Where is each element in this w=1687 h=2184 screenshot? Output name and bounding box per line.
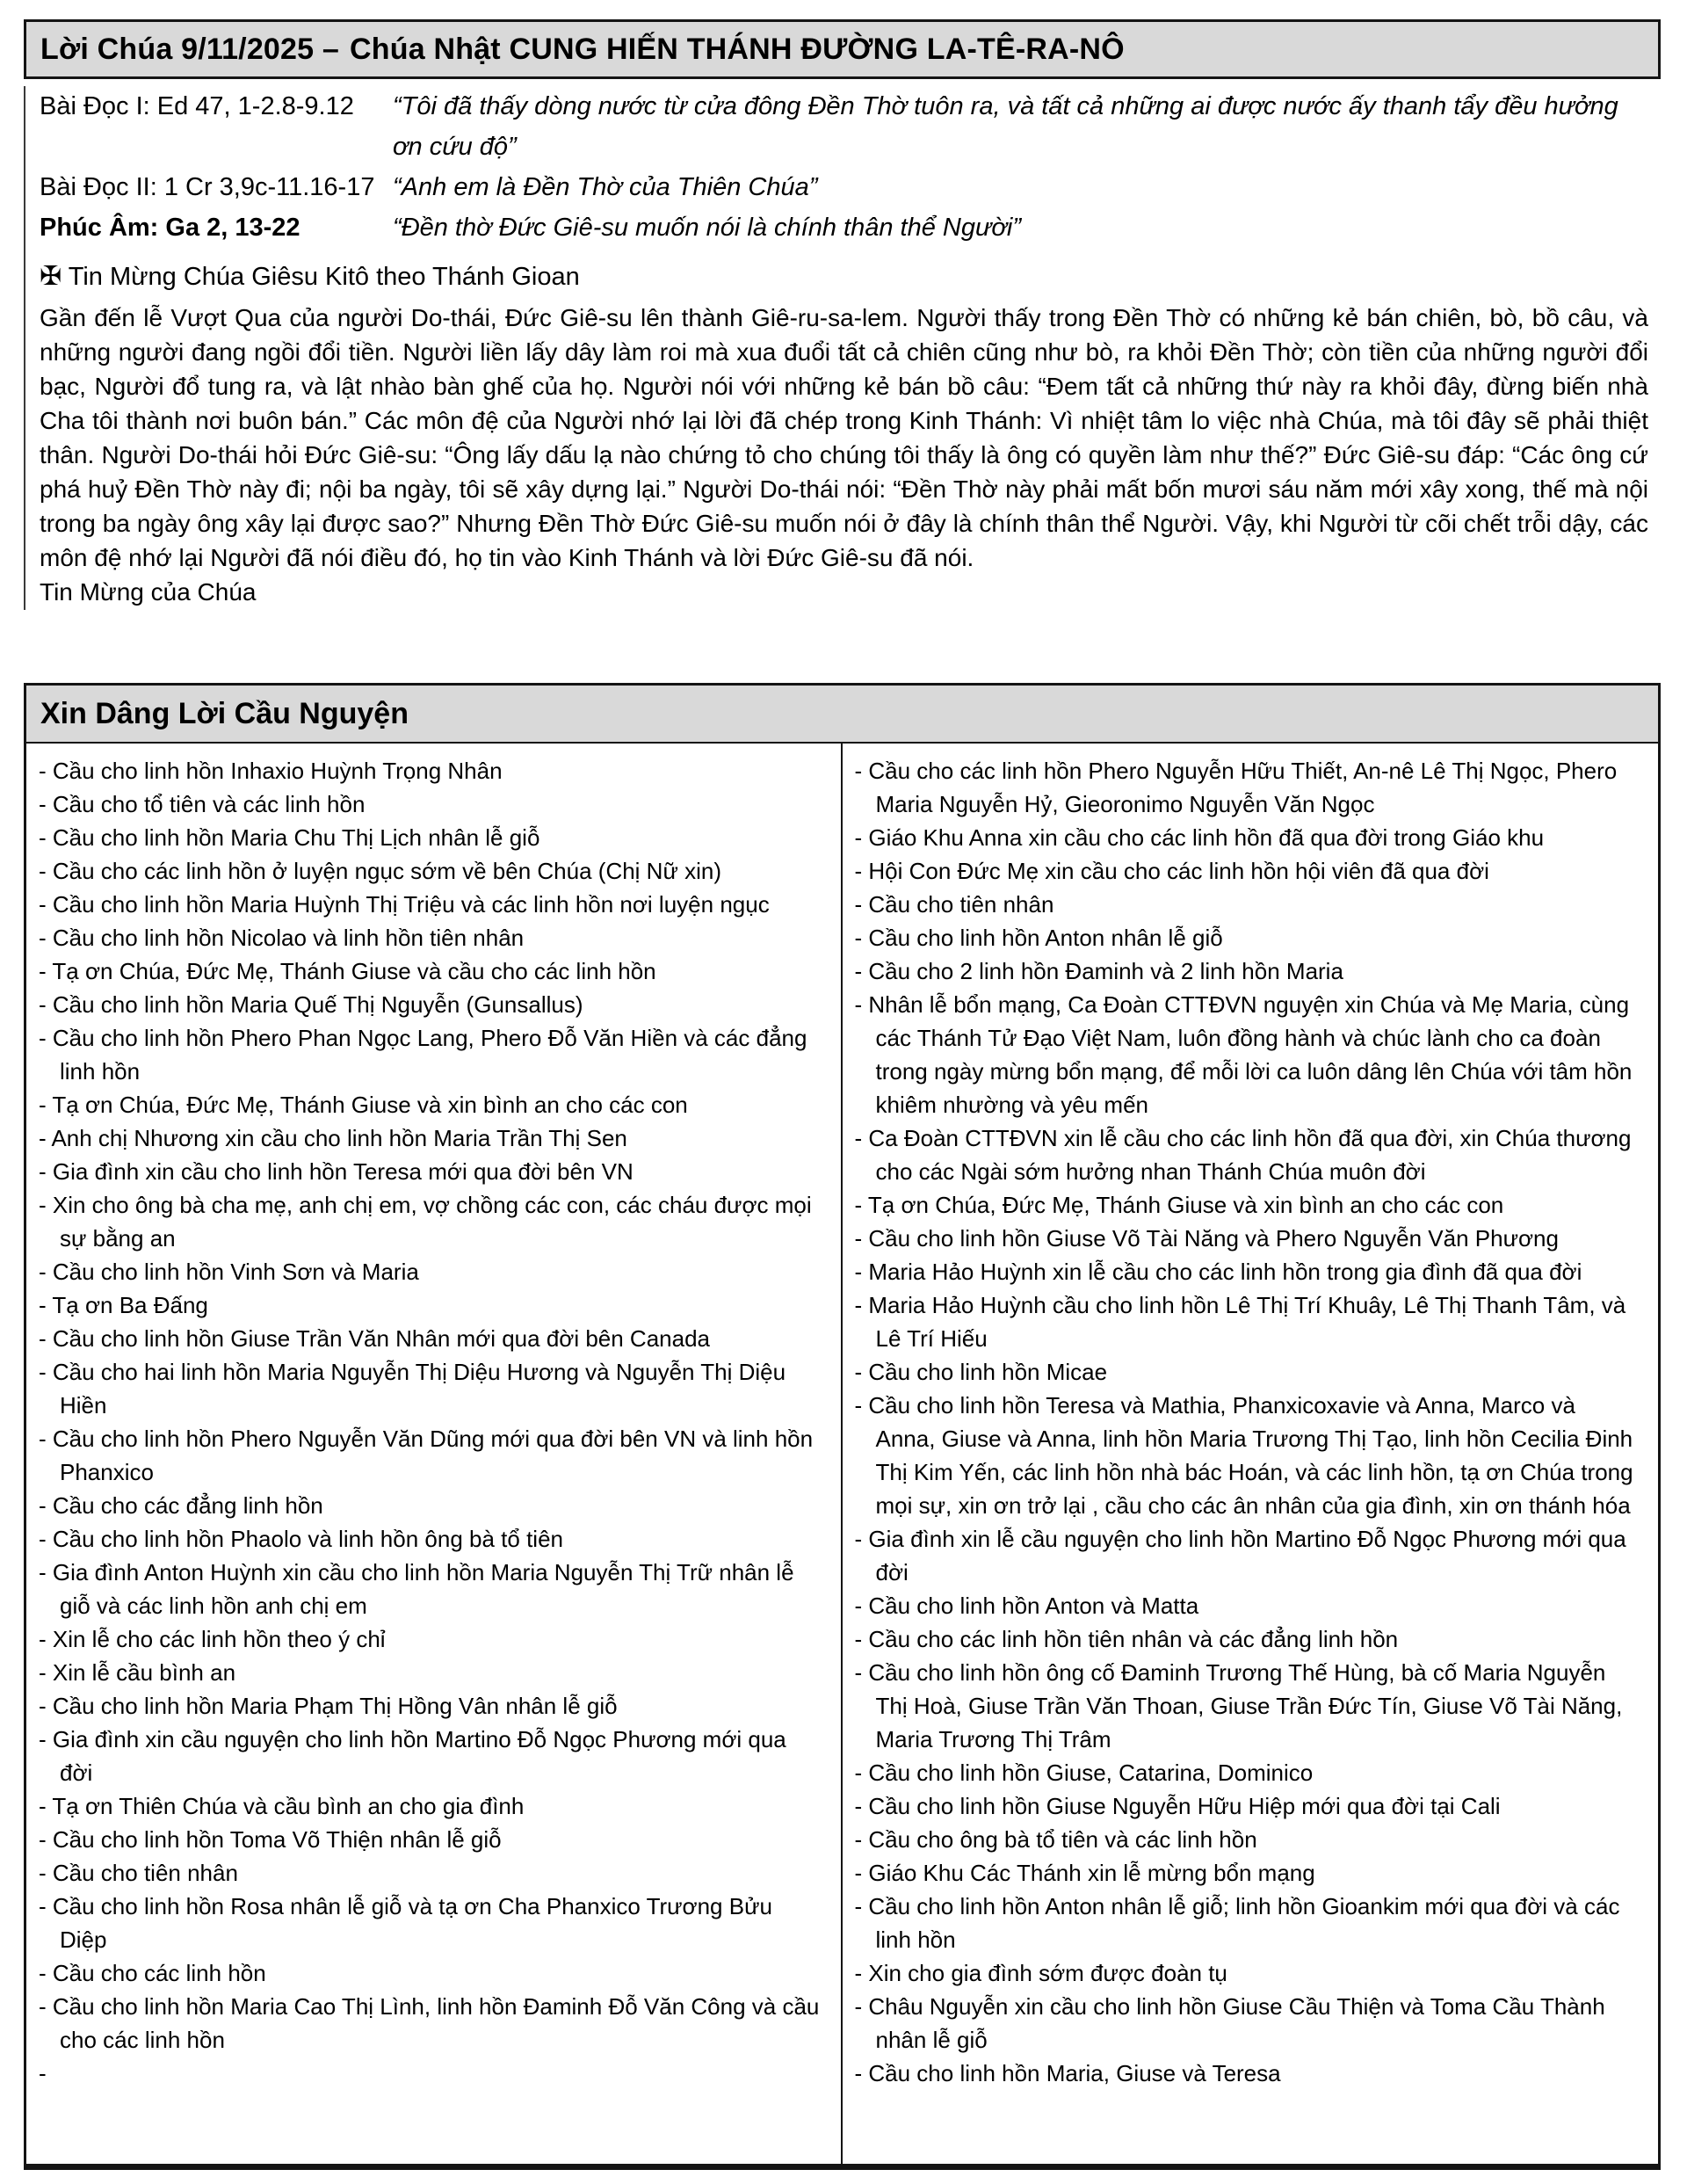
prayer-item: - Cầu cho các linh hồn Phero Nguyễn Hữu Thiết, An-nê Lê Thị Ngọc, Phero Maria Nguyễn Hỷ, Gieoronimo Nguyễn Văn Ngọc <box>854 758 1618 817</box>
prayer-item: - <box>39 2060 47 2086</box>
prayer-item: - Giáo Khu Các Thánh xin lễ mừng bổn mạng <box>854 1860 1315 1886</box>
prayer-item: - Cầu cho linh hồn Maria Quế Thị Nguyễn (Gunsallus) <box>39 991 583 1018</box>
prayer-item: - Cầu cho linh hồn Anton nhân lễ giỗ <box>854 925 1223 951</box>
prayer-item: - Cầu cho linh hồn Inhaxio Huỳnh Trọng Nhân <box>39 758 503 784</box>
prayer-item: - Tạ ơn Chúa, Đức Mẹ, Thánh Giuse và cầu cho các linh hồn <box>39 958 656 984</box>
reading-label: Phúc Âm: Ga 2, 13-22 <box>40 214 300 242</box>
reading-quote: “Đền thờ Đức Giê-su muốn nói là chính thân thể Người” <box>393 214 1021 242</box>
cross-pattee-icon: ✠ <box>40 262 62 291</box>
prayer-item: - Tạ ơn Ba Đấng <box>39 1292 208 1318</box>
prayer-item: - Nhân lễ bổn mạng, Ca Đoàn CTTĐVN nguyện xin Chúa và Mẹ Maria, cùng các Thánh Tử Đạo Việt Nam, luôn đồng hành và chúc lành cho ca đoàn trong ngày mừng bổn mạng, để mỗi lời ca luôn dâng lên Chúa với tâm hồn khiêm nhường và yêu mến <box>854 991 1633 1118</box>
prayer-section <box>24 683 1661 2170</box>
reading-quote: “Tôi đã thấy dòng nước từ cửa đông Đền Thờ tuôn ra, và tất cả những ai được nước ấy thanh tẩy đều hưởng ơn cứu độ” <box>393 92 1618 161</box>
prayer-section-title <box>26 686 1658 744</box>
prayer-item: - Cầu cho linh hồn Nicolao và linh hồn tiên nhân <box>39 925 525 951</box>
prayer-item: - Cầu cho linh hồn Maria Chu Thị Lịch nhân lễ giỗ <box>39 824 540 851</box>
prayer-item: - Maria Hảo Huỳnh cầu cho linh hồn Lê Thị Trí Khuây, Lê Thị Thanh Tâm, và Lê Trí Hiếu <box>854 1292 1626 1352</box>
prayer-item: - Cầu cho linh hồn Teresa và Mathia, Phanxicoxavie và Anna, Marco và Anna, Giuse và Anna, linh hồn Maria Trương Thị Tạo, linh hồn Cecilia Đinh Thị Kim Yến, các linh hồn nhà bác Hoán, và các linh hồn, tạ ơn Chúa trong mọi sự, xin ơn trở lại , cầu cho các ân nhân của gia đình, xin ơn thánh hóa <box>854 1392 1633 1519</box>
reading-row <box>40 167 1661 207</box>
prayer-item: - Xin cho ông bà cha mẹ, anh chị em, vợ chồng các con, các cháu được mọi sự bằng an <box>39 1192 812 1252</box>
prayer-item: - Cầu cho tổ tiên và các linh hồn <box>39 791 366 817</box>
prayer-item: - Cầu cho linh hồn Giuse Võ Tài Năng và Phero Nguyễn Văn Phương <box>854 1225 1559 1252</box>
prayer-item: - Xin cho gia đình sớm được đoàn tụ <box>854 1960 1227 1986</box>
prayer-item: - Ca Đoàn CTTĐVN xin lễ cầu cho các linh hồn đã qua đời, xin Chúa thương cho các Ngài sớm hưởng nhan Thánh Chúa muôn đời <box>854 1125 1632 1185</box>
scripture-section <box>24 86 1661 610</box>
prayer-item: - Tạ ơn Chúa, Đức Mẹ, Thánh Giuse và xin bình an cho các con <box>854 1192 1504 1218</box>
prayer-item: - Cầu cho tiên nhân <box>854 891 1054 918</box>
prayer-item: - Anh chị Nhương xin cầu cho linh hồn Maria Trần Thị Sen <box>39 1125 627 1151</box>
prayer-item: - Cầu cho linh hồn Phero Nguyễn Văn Dũng mới qua đời bên VN và linh hồn Phanxico <box>39 1426 814 1485</box>
prayer-item: - Gia đình xin cầu nguyện cho linh hồn Martino Đỗ Ngọc Phương mới qua đời <box>39 1726 786 1786</box>
reading-quote: “Anh em là Đền Thờ của Thiên Chúa” <box>393 173 818 201</box>
prayer-item: - Cầu cho linh hồn Giuse Trần Văn Nhân mới qua đời bên Canada <box>39 1325 711 1352</box>
prayer-item: - Cầu cho ông bà tổ tiên và các linh hồn <box>854 1826 1257 1853</box>
prayer-item: - Cầu cho 2 linh hồn Đaminh và 2 linh hồn Maria <box>854 958 1343 984</box>
gospel-heading <box>40 258 1661 295</box>
prayer-item: - Cầu cho linh hồn Micae <box>854 1359 1108 1385</box>
reading-label: Bài Đọc I: Ed 47, 1-2.8-9.12 <box>40 92 354 120</box>
page-title <box>24 19 1661 79</box>
prayer-columns <box>26 744 1658 2164</box>
prayer-column-right <box>843 744 1659 2164</box>
prayer-item: - Cầu cho linh hồn Phero Phan Ngọc Lang, Phero Đỗ Văn Hiền và các đẳng linh hồn <box>39 1025 807 1085</box>
prayer-item: - Cầu cho linh hồn Toma Võ Thiện nhân lễ giỗ <box>39 1826 502 1853</box>
prayer-item: - Cầu cho linh hồn Rosa nhân lễ giỗ và tạ ơn Cha Phanxico Trương Bửu Diệp <box>39 1893 772 1953</box>
prayer-item: - Gia đình xin lễ cầu nguyện cho linh hồn Martino Đỗ Ngọc Phương mới qua đời <box>854 1526 1626 1585</box>
prayer-item: - Cầu cho linh hồn Anton và Matta <box>854 1593 1199 1619</box>
reading-row <box>40 86 1661 167</box>
prayer-item: - Châu Nguyễn xin cầu cho linh hồn Giuse Cầu Thiện và Toma Cầu Thành nhân lễ giỗ <box>854 1993 1605 2053</box>
prayer-column-left <box>26 744 843 2164</box>
prayer-item: - Cầu cho linh hồn Giuse Nguyễn Hữu Hiệp mới qua đời tại Cali <box>854 1793 1501 1819</box>
prayer-item: - Gia đình xin cầu cho linh hồn Teresa mới qua đời bên VN <box>39 1158 634 1185</box>
prayer-item: - Gia đình Anton Huỳnh xin cầu cho linh hồn Maria Nguyễn Thị Trữ nhân lễ giỗ và các linh hồn anh chị em <box>39 1559 794 1619</box>
prayer-item: - Cầu cho các linh hồn tiên nhân và các đẳng linh hồn <box>854 1626 1399 1652</box>
prayer-item: - Cầu cho linh hồn Maria, Giuse và Teresa <box>854 2060 1281 2086</box>
prayer-item: - Giáo Khu Anna xin cầu cho các linh hồn đã qua đời trong Giáo khu <box>854 824 1545 851</box>
title-date: Lời Chúa 9/11/2025 – <box>40 32 340 66</box>
title-feast: Chúa Nhật CUNG HIẾN THÁNH ĐƯỜNG LA-TÊ-RA-NÔ <box>350 32 1125 66</box>
prayer-item: - Cầu cho linh hồn Vinh Sơn và Maria <box>39 1259 419 1285</box>
prayer-item: - Maria Hảo Huỳnh xin lễ cầu cho các linh hồn trong gia đình đã qua đời <box>854 1259 1582 1285</box>
gospel-heading-text: Tin Mừng Chúa Giêsu Kitô theo Thánh Gioan <box>68 263 580 291</box>
readings-list <box>40 86 1661 248</box>
prayer-item: - Xin lễ cầu bình an <box>39 1659 236 1686</box>
reading-label: Bài Đọc II: 1 Cr 3,9c-11.16-17 <box>40 173 375 201</box>
gospel-footer: Tin Mừng của Chúa <box>40 578 257 606</box>
prayer-item: - Cầu cho linh hồn Maria Cao Thị Lình, linh hồn Đaminh Đỗ Văn Công và cầu cho các linh hồn <box>39 1993 820 2053</box>
prayer-item: - Cầu cho linh hồn Anton nhân lễ giỗ; linh hồn Gioankim mới qua đời và các linh hồn <box>854 1893 1620 1953</box>
prayer-item: - Tạ ơn Thiên Chúa và cầu bình an cho gia đình <box>39 1793 525 1819</box>
prayer-item: - Cầu cho các đẳng linh hồn <box>39 1492 323 1519</box>
prayer-item: - Cầu cho linh hồn Maria Phạm Thị Hồng Vân nhân lễ giỗ <box>39 1693 618 1719</box>
prayer-item: - Xin lễ cho các linh hồn theo ý chỉ <box>39 1626 386 1652</box>
prayer-item: - Cầu cho linh hồn Giuse, Catarina, Dominico <box>854 1760 1314 1786</box>
prayer-item: - Cầu cho các linh hồn ở luyện ngục sớm về bên Chúa (Chị Nữ xin) <box>39 858 721 884</box>
prayer-item: - Tạ ơn Chúa, Đức Mẹ, Thánh Giuse và xin bình an cho các con <box>39 1092 688 1118</box>
reading-row <box>40 207 1661 248</box>
prayer-item: - Cầu cho tiên nhân <box>39 1860 238 1886</box>
prayer-item: - Cầu cho linh hồn Phaolo và linh hồn ông bà tổ tiên <box>39 1526 563 1552</box>
prayer-item: - Hội Con Đức Mẹ xin cầu cho các linh hồn hội viên đã qua đời <box>854 858 1489 884</box>
prayer-item: - Cầu cho linh hồn Maria Huỳnh Thị Triệu và các linh hồn nơi luyện ngục <box>39 891 770 918</box>
gospel-body: Gần đến lễ Vượt Qua của người Do-thái, Đức Giê-su lên thành Giê-ru-sa-lem. Người thấy trong Đền Thờ có những kẻ bán chiên, bò, bồ câu, và những người đang ngồi đổi tiền. Người liền lấy dây làm roi mà xua đuổi tất cả chiên cũng như bò, ra khỏi Đền Thờ; còn tiền của những người đổi bạc, Người đổ tung ra, và lật nhào bàn ghế của họ. Người nói với những kẻ bán bồ câu: “Đem tất cả những thứ này ra khỏi đây, đừng biến nhà Cha tôi thành nơi buôn bán.” Các môn đệ của Người nhớ lại lời đã chép trong Kinh Thánh: Vì nhiệt tâm lo việc nhà Chúa, mà tôi đây sẽ phải thiệt thân. Người Do-thái hỏi Đức Giê-su: “Ông lấy dấu lạ nào chứng tỏ cho chúng tôi thấy là ông có quyền làm như thế?” Đức Giê-su đáp: “Các ông cứ phá huỷ Đền Thờ này đi; nội ba ngày, tôi sẽ xây dựng lại.” Người Do-thái nói: “Đền Thờ này phải mất bốn mươi sáu năm mới xây xong, thế mà nội trong ba ngày ông xây lại được sao?” Nhưng Đền Thờ Đức Giê-su muốn nói ở đây là chính thân thể Người. Vậy, khi Người từ cõi chết trỗi dậy, các môn đệ nhớ lại Người đã nói điều đó, họ tin vào Kinh Thánh và lời Đức Giê-su đã nói. <box>40 304 1648 571</box>
prayer-title-text: Xin Dâng Lời Cầu Nguyện <box>40 696 409 730</box>
prayer-item: - Cầu cho linh hồn ông cố Đaminh Trương Thế Hùng, bà cố Maria Nguyễn Thị Hoà, Giuse Trần Văn Thoan, Giuse Trần Đức Tín, Giuse Võ Tài Năng, Maria Trương Thị Trâm <box>854 1659 1623 1752</box>
prayer-item: - Cầu cho các linh hồn <box>39 1960 266 1986</box>
prayer-item: - Cầu cho hai linh hồn Maria Nguyễn Thị Diệu Hương và Nguyễn Thị Diệu Hiền <box>39 1359 786 1419</box>
